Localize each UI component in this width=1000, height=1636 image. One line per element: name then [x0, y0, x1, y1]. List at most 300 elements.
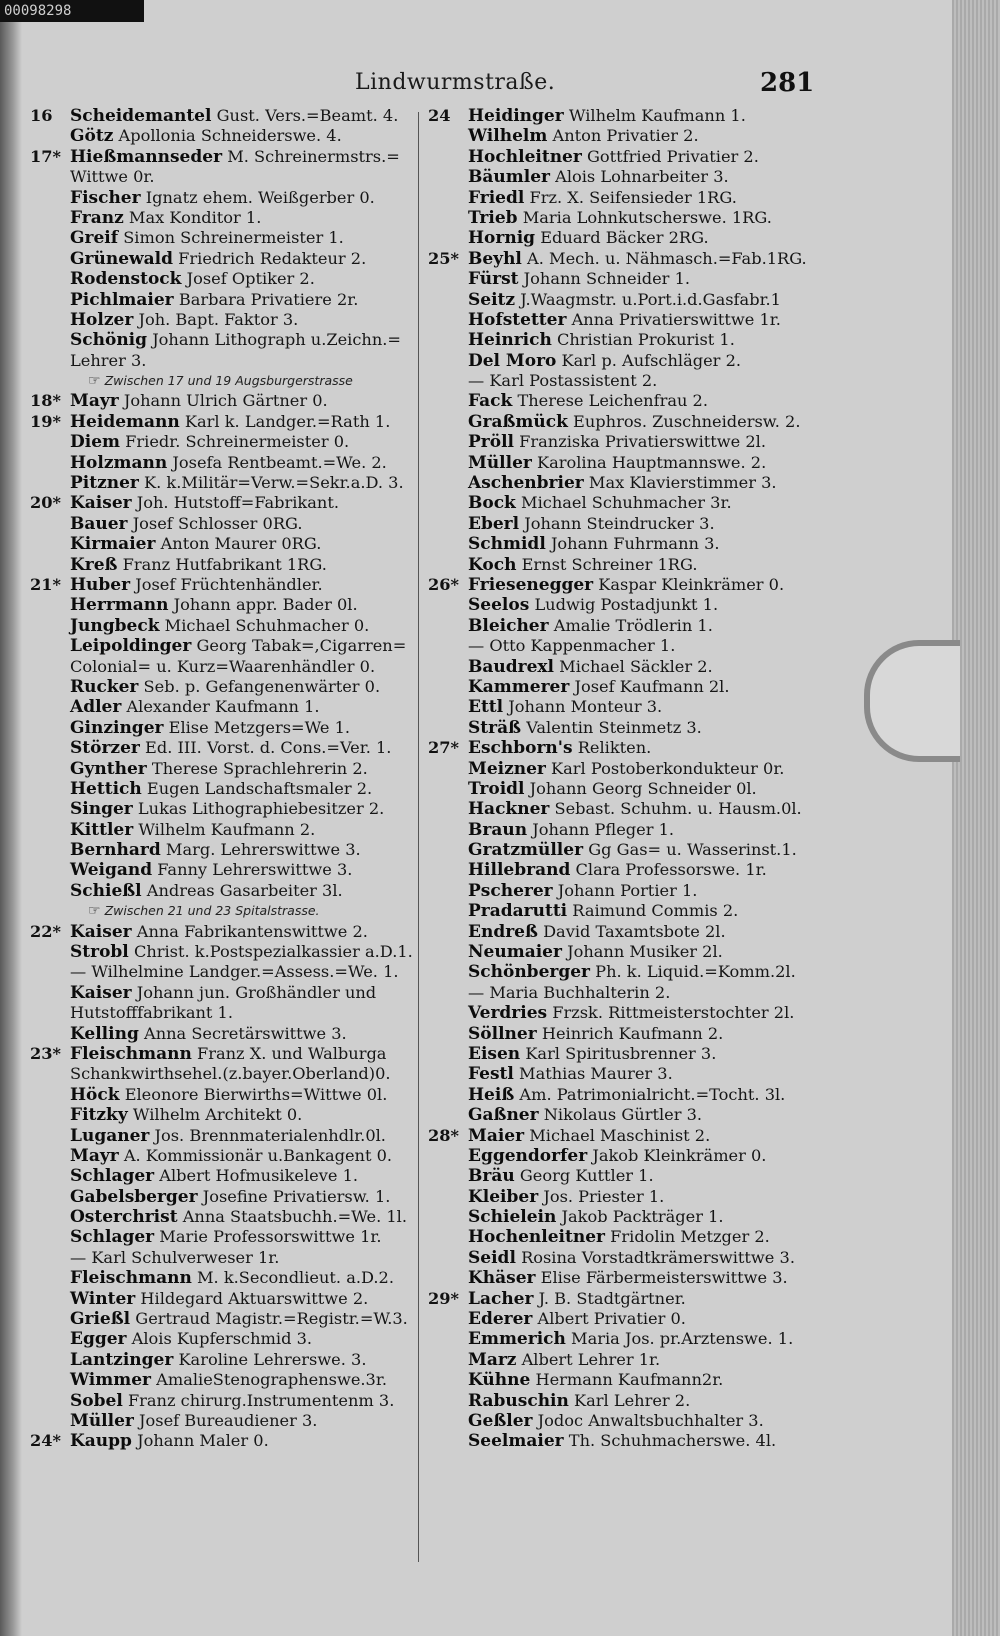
- resident-surname: Friesenegger: [468, 574, 594, 595]
- resident-surname: Kaiser: [70, 982, 132, 1003]
- resident-details: Marg. Lehrerswittwe 3.: [165, 840, 361, 860]
- resident-details: Therese Sprachlehrerin 2.: [151, 758, 368, 778]
- resident-surname: Khäser: [468, 1268, 536, 1289]
- directory-entry: [30, 1064, 425, 1084]
- resident-surname: Fleischmann: [70, 1043, 192, 1064]
- resident-surname: Hochenleitner: [468, 1227, 606, 1248]
- resident-details: Joh. Bapt. Faktor 3.: [138, 309, 299, 329]
- resident-surname: Leipoldinger: [70, 636, 192, 657]
- resident-surname: Sträß: [468, 717, 522, 738]
- directory-entry: [428, 147, 823, 167]
- house-number: 18*: [30, 391, 61, 411]
- resident-details: Karl k. Landger.=Rath 1.: [184, 411, 391, 431]
- directory-entry: [30, 188, 425, 208]
- resident-surname: Herrmann: [70, 595, 169, 616]
- resident-details: Anna Secretärswittwe 3.: [144, 1023, 347, 1043]
- resident-details: Kaspar Kleinkrämer 0.: [598, 574, 785, 594]
- directory-entry: [428, 1329, 823, 1349]
- resident-details: Albert Privatier 0.: [537, 1309, 686, 1329]
- resident-surname: Hettich: [70, 778, 142, 799]
- resident-details: Christian Prokurist 1.: [556, 330, 735, 350]
- resident-surname: Fürst: [468, 269, 519, 290]
- directory-entry: [428, 208, 823, 228]
- resident-details: — Maria Buchhalterin 2.: [468, 982, 671, 1002]
- resident-surname: Müller: [70, 1411, 134, 1431]
- resident-surname: Holzer: [70, 309, 134, 330]
- resident-surname: Sobel: [70, 1390, 123, 1411]
- resident-surname: Franz: [70, 207, 124, 228]
- resident-surname: Mayr: [70, 391, 119, 412]
- directory-entry: [30, 962, 425, 982]
- resident-surname: Seitz: [468, 289, 516, 310]
- resident-details: Michael Maschinist 2.: [529, 1125, 711, 1145]
- resident-details: Anna Fabrikantenswittwe 2.: [136, 921, 368, 941]
- resident-details: Jodoc Anwaltsbuchhalter 3.: [537, 1411, 764, 1430]
- resident-surname: Ederer: [468, 1309, 533, 1330]
- left-column: [30, 106, 425, 1452]
- resident-surname: Kleiber: [468, 1186, 539, 1207]
- resident-details: M. Schreinermstrs.=: [227, 146, 400, 166]
- directory-entry: [30, 738, 425, 758]
- house-number: 25*: [428, 248, 459, 268]
- resident-details: J. B. Stadtgärtner.: [538, 1288, 686, 1308]
- resident-details: Heinrich Kaufmann 2.: [541, 1023, 724, 1043]
- street-heading: Lindwurmstraße.: [355, 70, 556, 95]
- resident-details: Wilhelm Architekt 0.: [132, 1105, 303, 1125]
- resident-surname: Söllner: [468, 1023, 537, 1044]
- resident-details: Anton Privatier 2.: [552, 126, 699, 146]
- directory-entry: [428, 1064, 823, 1084]
- directory-entry: [30, 534, 425, 554]
- directory-entry: [30, 718, 425, 738]
- resident-details: Rosina Vorstadtkrämerswittwe 3.: [521, 1247, 795, 1267]
- resident-details: Michael Schuhmacher 3r.: [521, 493, 732, 513]
- resident-surname: Diem: [70, 432, 121, 453]
- resident-details: Franz Hutfabrikant 1RG.: [122, 554, 327, 574]
- resident-surname: Pscherer: [468, 880, 553, 901]
- resident-details: Gust. Vers.=Beamt. 4.: [216, 106, 399, 125]
- resident-surname: Eberl: [468, 513, 520, 534]
- resident-surname: Kirmaier: [70, 534, 156, 555]
- resident-surname: Rucker: [70, 676, 139, 697]
- directory-entry: [30, 1126, 425, 1146]
- resident-surname: Braun: [468, 819, 528, 840]
- directory-entry: [428, 1105, 823, 1125]
- resident-details: Max Konditor 1.: [128, 207, 262, 227]
- resident-details: Franz chirurg.Instrumentenm 3.: [127, 1390, 395, 1410]
- house-number: 21*: [30, 574, 61, 594]
- directory-entry: [428, 1146, 823, 1166]
- resident-details: — Otto Kappenmacher 1.: [468, 636, 676, 656]
- resident-surname: Fack: [468, 391, 513, 412]
- resident-surname: Trieb: [468, 207, 518, 228]
- directory-entry: [428, 351, 823, 371]
- resident-details: Andreas Gasarbeiter 3l.: [146, 880, 343, 900]
- pointing-hand-icon: ☞: [88, 903, 101, 920]
- directory-entry: [30, 1207, 425, 1227]
- resident-details: M. k.Secondlieut. a.D.2.: [196, 1268, 395, 1288]
- resident-details: Ignatz ehem. Weißgerber 0.: [145, 187, 375, 207]
- resident-surname: Kaiser: [70, 921, 132, 942]
- directory-entry: [428, 962, 823, 982]
- resident-surname: Weigand: [70, 860, 153, 881]
- resident-details: Josef Bureaudiener 3.: [139, 1411, 318, 1430]
- resident-details: Frzsk. Rittmeisterstochter 2l.: [552, 1003, 795, 1023]
- resident-surname: Gabelsberger: [70, 1186, 198, 1207]
- directory-entry: [428, 1370, 823, 1390]
- resident-details: Fridolin Metzger 2.: [610, 1227, 770, 1247]
- resident-surname: Hofstetter: [468, 309, 567, 330]
- resident-surname: Winter: [70, 1288, 136, 1309]
- page-header: [0, 70, 960, 110]
- resident-surname: Pitzner: [70, 473, 139, 494]
- resident-surname: Kreß: [70, 554, 118, 575]
- resident-details: Amalie Trödlerin 1.: [553, 615, 713, 635]
- resident-surname: Hochleitner: [468, 146, 582, 167]
- resident-details: Sebast. Schuhm. u. Hausm.0l.: [554, 799, 802, 819]
- resident-details: Relikten.: [577, 738, 652, 758]
- resident-surname: Egger: [70, 1329, 127, 1350]
- resident-surname: Adler: [70, 697, 122, 718]
- directory-entry: [428, 718, 823, 738]
- resident-surname: Bernhard: [70, 840, 161, 861]
- resident-details: Ludwig Postadjunkt 1.: [534, 595, 719, 615]
- directory-entry: [30, 1085, 425, 1105]
- resident-details: Fanny Lehrerswittwe 3.: [157, 860, 353, 880]
- directory-entry: [30, 208, 425, 228]
- resident-surname: Müller: [468, 452, 532, 473]
- directory-entry: [428, 310, 823, 330]
- directory-entry: [30, 228, 425, 248]
- resident-details: Raimund Commis 2.: [572, 901, 739, 921]
- resident-details: Karl Lehrer 2.: [574, 1390, 691, 1410]
- page-number: 281: [760, 68, 815, 98]
- resident-details: Johann Steindrucker 3.: [524, 513, 715, 533]
- resident-details: Alexander Kaufmann 1.: [126, 697, 320, 717]
- resident-details: Johann appr. Bader 0l.: [173, 595, 358, 615]
- directory-entry: [30, 779, 425, 799]
- directory-entry: [428, 1166, 823, 1186]
- resident-surname: Osterchrist: [70, 1207, 178, 1228]
- directory-entry: [428, 575, 823, 595]
- resident-details: Schankwirthsehel.(z.bayer.Oberland)0.: [70, 1064, 391, 1084]
- house-number: 16: [30, 106, 53, 125]
- resident-details: Mathias Maurer 3.: [519, 1064, 673, 1084]
- resident-details: Alois Lohnarbeiter 3.: [555, 167, 729, 187]
- resident-surname: Eisen: [468, 1043, 521, 1064]
- resident-surname: Heidinger: [468, 106, 564, 126]
- directory-entry: [428, 493, 823, 513]
- resident-details: Johann Schneider 1.: [523, 269, 691, 289]
- resident-details: Josef Schlosser 0RG.: [132, 513, 303, 533]
- directory-entry: [428, 391, 823, 411]
- resident-surname: Pradarutti: [468, 901, 568, 922]
- resident-surname: Beyhl: [468, 248, 522, 269]
- resident-details: Simon Schreinermeister 1.: [123, 228, 344, 248]
- house-number: 17*: [30, 146, 61, 166]
- resident-details: A. Kommissionär u.Bankagent 0.: [123, 1145, 393, 1165]
- resident-details: AmalieStenographenswe.3r.: [156, 1370, 387, 1390]
- resident-surname: Hießmannseder: [70, 146, 223, 167]
- note-text: Zwischen 17 und 19 Augsburgerstrasse: [104, 373, 353, 389]
- resident-details: Karolina Hauptmannswe. 2.: [537, 452, 767, 472]
- resident-surname: Baudrexl: [468, 656, 554, 677]
- directory-entry: [428, 1411, 823, 1431]
- resident-details: Hermann Kaufmann2r.: [535, 1370, 724, 1390]
- resident-surname: Luganer: [70, 1125, 150, 1146]
- resident-details: Eduard Bäcker 2RG.: [540, 228, 709, 248]
- directory-entry: [30, 1391, 425, 1411]
- directory-entry: [428, 677, 823, 697]
- resident-details: Anna Privatierswittwe 1r.: [571, 309, 781, 329]
- note-text: Zwischen 21 und 23 Spitalstrasse.: [104, 903, 320, 919]
- directory-entry: [428, 269, 823, 289]
- directory-entry: [30, 922, 425, 942]
- directory-entry: [30, 1044, 425, 1064]
- resident-details: Friedr. Schreinermeister 0.: [125, 432, 350, 452]
- resident-details: J.Waagmstr. u.Port.i.d.Gasfabr.1: [520, 289, 781, 309]
- directory-entry: [30, 1024, 425, 1044]
- resident-surname: Heiß: [468, 1084, 515, 1105]
- directory-entry: [428, 942, 823, 962]
- resident-details: Eugen Landschaftsmaler 2.: [146, 778, 373, 798]
- resident-details: Johann Monteur 3.: [508, 697, 663, 717]
- resident-surname: Bäumler: [468, 167, 550, 188]
- house-number: 29*: [428, 1288, 459, 1308]
- directory-entry: [30, 820, 425, 840]
- resident-surname: Rabuschin: [468, 1390, 569, 1411]
- resident-details: Johann Musiker 2l.: [567, 942, 723, 962]
- directory-entry: [30, 1187, 425, 1207]
- directory-entry: [428, 759, 823, 779]
- resident-surname: Schießl: [70, 880, 142, 901]
- directory-entry: [30, 1411, 425, 1431]
- resident-surname: Mayr: [70, 1145, 119, 1166]
- directory-entry: [30, 1166, 425, 1186]
- directory-entry: [428, 106, 823, 126]
- resident-surname: Kittler: [70, 819, 134, 840]
- resident-surname: Geßler: [468, 1411, 533, 1431]
- resident-surname: Koch: [468, 554, 517, 575]
- directory-entry: [30, 860, 425, 880]
- resident-details: Michael Schuhmacher 0.: [164, 615, 370, 635]
- directory-entry: [428, 1248, 823, 1268]
- resident-details: Wittwe 0r.: [70, 167, 155, 187]
- directory-entry: [30, 249, 425, 269]
- resident-surname: Götz: [70, 126, 114, 147]
- resident-details: Josef Früchtenhändler.: [135, 574, 323, 594]
- resident-details: Elise Färbermeisterswittwe 3.: [540, 1268, 788, 1288]
- directory-entry: [30, 1105, 425, 1125]
- resident-surname: Schmidl: [468, 534, 546, 555]
- directory-entry: [428, 330, 823, 350]
- resident-details: Josef Kaufmann 2l.: [574, 676, 730, 696]
- resident-surname: Eggendorfer: [468, 1145, 588, 1166]
- directory-entry: [30, 167, 425, 187]
- directory-entry: [428, 738, 823, 758]
- directory-entry: [428, 126, 823, 146]
- pointing-hand-icon: ☞: [88, 373, 101, 390]
- resident-details: — Wilhelmine Landger.=Assess.=We. 1.: [70, 962, 399, 982]
- resident-surname: Gynther: [70, 758, 147, 779]
- directory-entry: [428, 1003, 823, 1023]
- directory-entry: [30, 453, 425, 473]
- resident-surname: Graßmück: [468, 411, 568, 432]
- resident-surname: Strobl: [70, 942, 129, 963]
- resident-surname: Scheidemantel: [70, 106, 212, 126]
- resident-details: Ph. k. Liquid.=Komm.2l.: [595, 962, 796, 982]
- directory-entry: [428, 167, 823, 187]
- resident-surname: Bock: [468, 493, 516, 514]
- resident-surname: Seelmaier: [468, 1431, 564, 1452]
- directory-entry: [428, 983, 823, 1003]
- directory-entry: [30, 1370, 425, 1390]
- resident-surname: Fitzky: [70, 1105, 128, 1126]
- resident-details: Ed. III. Vorst. d. Cons.=Ver. 1.: [145, 738, 392, 758]
- resident-surname: Marz: [468, 1349, 517, 1370]
- resident-surname: Kelling: [70, 1023, 139, 1044]
- resident-details: Jos. Priester 1.: [543, 1186, 665, 1206]
- directory-entry: [30, 1146, 425, 1166]
- resident-details: — Karl Postassistent 2.: [468, 371, 658, 391]
- resident-surname: Pichlmaier: [70, 289, 174, 310]
- resident-details: Karoline Lehrerswe. 3.: [178, 1349, 367, 1369]
- resident-details: Alois Kupferschmid 3.: [131, 1329, 313, 1349]
- directory-entry: [428, 922, 823, 942]
- directory-entry: [30, 840, 425, 860]
- directory-entry: [30, 330, 425, 350]
- resident-details: Johann Ulrich Gärtner 0.: [123, 391, 328, 411]
- house-number: 22*: [30, 921, 61, 941]
- directory-entry: [30, 290, 425, 310]
- resident-details: Anton Maurer 0RG.: [160, 534, 322, 554]
- resident-details: Ernst Schreiner 1RG.: [521, 554, 698, 574]
- directory-entry: [30, 881, 425, 901]
- house-number: 19*: [30, 411, 61, 431]
- scan-stamp: 00098298: [0, 0, 144, 22]
- directory-entry: [428, 228, 823, 248]
- resident-details: Jakob Kleinkrämer 0.: [592, 1145, 767, 1165]
- resident-surname: Emmerich: [468, 1329, 566, 1350]
- resident-details: Gertraud Magistr.=Registr.=W.3.: [135, 1309, 408, 1329]
- resident-surname: Aschenbrier: [468, 473, 584, 494]
- resident-details: Johann Portier 1.: [557, 880, 698, 900]
- resident-details: Karl p. Aufschläger 2.: [561, 350, 742, 370]
- resident-surname: Gaßner: [468, 1105, 539, 1126]
- directory-entry: [428, 1187, 823, 1207]
- resident-surname: Kühne: [468, 1370, 531, 1391]
- directory-entry: [30, 473, 425, 493]
- directory-entry: [428, 1085, 823, 1105]
- directory-entry: [30, 391, 425, 411]
- resident-details: Marie Professorswittwe 1r.: [159, 1227, 382, 1247]
- resident-surname: Kaupp: [70, 1431, 132, 1452]
- resident-surname: Seelos: [468, 595, 530, 616]
- resident-details: Johann Lithograph u.Zeichn.=: [152, 330, 401, 350]
- page-gutter: [0, 0, 22, 1636]
- street-crossing-note: [30, 371, 425, 391]
- directory-entry: [428, 820, 823, 840]
- resident-details: Lukas Lithographiebesitzer 2.: [137, 799, 385, 819]
- directory-entry: [30, 555, 425, 575]
- directory-entry: [30, 697, 425, 717]
- directory-entry: [428, 657, 823, 677]
- resident-surname: Meizner: [468, 758, 546, 779]
- resident-details: Am. Patrimonialricht.=Tocht. 3l.: [519, 1084, 786, 1104]
- page-edge: [952, 0, 1000, 1636]
- resident-surname: Del Moro: [468, 350, 557, 371]
- resident-surname: Schielein: [468, 1207, 557, 1228]
- right-column: [428, 106, 823, 1452]
- directory-entry: [428, 432, 823, 452]
- directory-entry: [30, 1248, 425, 1268]
- resident-surname: Festl: [468, 1064, 514, 1085]
- resident-surname: Heinrich: [468, 330, 552, 351]
- directory-entry: [30, 1329, 425, 1349]
- resident-details: Valentin Steinmetz 3.: [526, 717, 702, 737]
- resident-details: Joh. Hutstoff=Fabrikant.: [136, 493, 339, 513]
- directory-entry: [30, 147, 425, 167]
- directory-entry: [30, 1268, 425, 1288]
- resident-details: Wilhelm Kaufmann 2.: [138, 819, 316, 839]
- resident-surname: Schönig: [70, 330, 148, 351]
- resident-details: Maria Lohnkutscherswe. 1RG.: [522, 207, 772, 227]
- directory-entry: [428, 188, 823, 208]
- resident-surname: Friedl: [468, 187, 525, 208]
- directory-entry: [30, 759, 425, 779]
- directory-entry: [428, 1024, 823, 1044]
- directory-entry: [30, 1289, 425, 1309]
- resident-details: Nikolaus Gürtler 3.: [543, 1105, 703, 1125]
- resident-surname: Lantzinger: [70, 1349, 174, 1370]
- resident-surname: Schlager: [70, 1227, 155, 1248]
- directory-entry: [428, 371, 823, 391]
- directory-entry: [30, 1003, 425, 1023]
- directory-entry: [30, 616, 425, 636]
- resident-surname: Rodenstock: [70, 269, 182, 290]
- resident-surname: Störzer: [70, 738, 140, 759]
- resident-details: Jos. Brennmaterialenhdlr.0l.: [154, 1125, 386, 1145]
- resident-details: Colonial= u. Kurz=Waarenhändler 0.: [70, 656, 376, 676]
- directory-entry: [428, 473, 823, 493]
- resident-details: Johann Maler 0.: [137, 1431, 269, 1451]
- directory-entry: [428, 514, 823, 534]
- resident-details: Max Klavierstimmer 3.: [588, 473, 777, 493]
- directory-entry: [30, 493, 425, 513]
- resident-surname: Pröll: [468, 432, 514, 453]
- directory-entry: [428, 901, 823, 921]
- directory-entry: [30, 575, 425, 595]
- resident-surname: Singer: [70, 799, 133, 820]
- street-crossing-note: [30, 901, 425, 921]
- directory-entry: [428, 555, 823, 575]
- directory-entry: [428, 1268, 823, 1288]
- directory-entry: [30, 412, 425, 432]
- resident-surname: Maier: [468, 1125, 525, 1146]
- resident-surname: Bräu: [468, 1166, 515, 1187]
- resident-details: Albert Hofmusikeleve 1.: [159, 1166, 359, 1186]
- directory-entry: [30, 106, 425, 126]
- directory-entry: [428, 1309, 823, 1329]
- resident-surname: Hornig: [468, 228, 536, 249]
- resident-surname: Hillebrand: [468, 860, 571, 881]
- resident-details: Barbara Privatiere 2r.: [178, 289, 359, 309]
- directory-entry: [428, 1391, 823, 1411]
- resident-details: Georg Tabak=,Cigarren=: [196, 636, 407, 656]
- house-number: 24*: [30, 1431, 61, 1451]
- resident-surname: Bleicher: [468, 615, 549, 636]
- directory-entry: [30, 983, 425, 1003]
